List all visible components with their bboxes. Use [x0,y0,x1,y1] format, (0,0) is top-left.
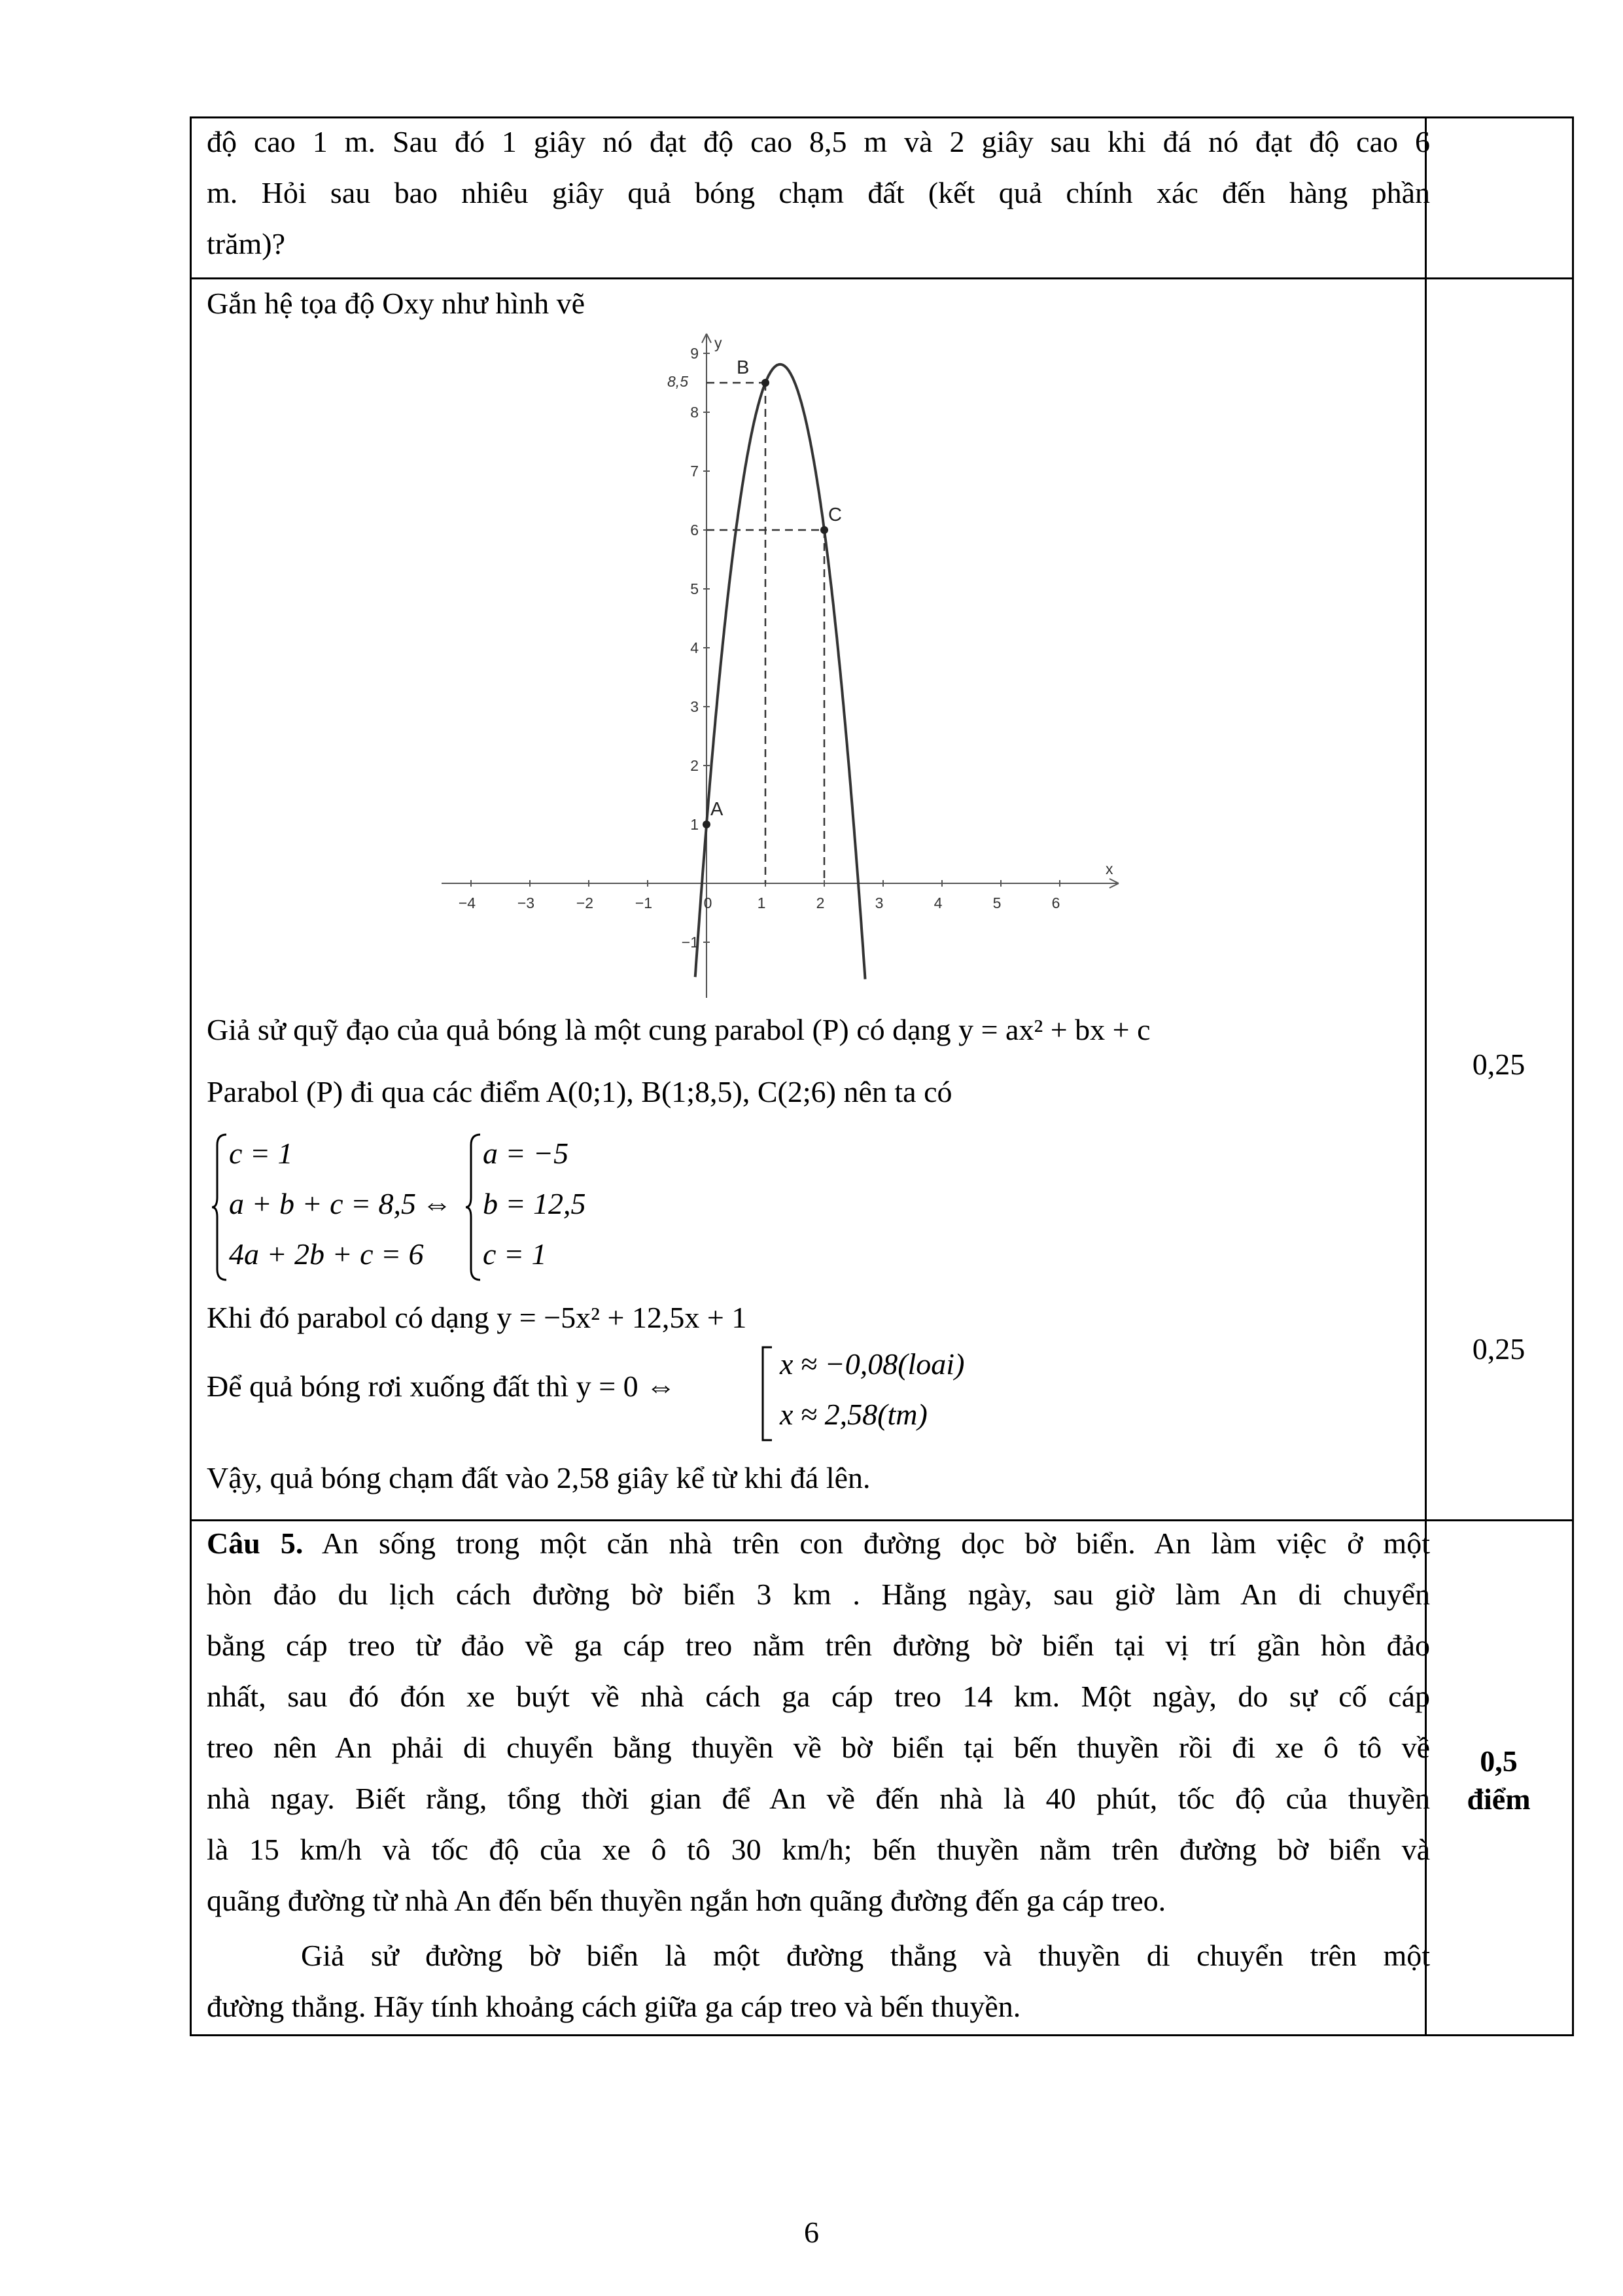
y-tick-label: 7 [690,463,699,480]
system-left-2: a + b + c = 8,5 [229,1187,417,1220]
problem5-line-8: quãng đường từ nhà An đến bến thuyền ngắn hơn quãng đường đến ga cáp treo. [207,1884,1166,1917]
equivalence-symbol: ⇔ [422,1187,452,1220]
assume-line: Giả sử quỹ đạo của quả bóng là một cung parabol (P) có dạng y = ax² + bx + c [207,1013,1151,1046]
x-axis-label: x [1106,860,1113,877]
left-brace-1 [211,1132,230,1282]
y-tick-label: 4 [690,639,699,656]
y-tick-label: −1 [681,934,699,951]
x-tick-label: 0 [703,894,712,911]
score-3-unit: điểm [1467,1782,1531,1816]
problem5-line-2: hòn đảo du lịch cách đường bờ biển 3 km . Hằng ngày, sau giờ làm An di chuyển [207,1578,1430,1611]
problem5-line-9: Giả sử đường bờ biển là một đường thẳng và thuyền di chuyển trên một [301,1939,1430,1972]
prev-problem-line-3: trăm)? [207,227,286,260]
y-tick-label: 5 [690,580,699,597]
problem5-label: Câu 5. [207,1527,304,1560]
passes-line: Parabol (P) đi qua các điểm A(0;1), B(1;8,5), C(2;6) nên ta có [207,1075,952,1108]
root-1: x ≈ −0,08(loai) [780,1347,965,1381]
point-label-B: B [737,357,750,378]
y-tick-label: 2 [690,757,699,774]
system-left-3: 4a + 2b + c = 6 [229,1237,424,1271]
y-axis-label: y [714,334,722,351]
score-3-value: 0,5 [1480,1744,1518,1778]
point-C [820,526,828,534]
system-right-1: a = −5 [483,1137,569,1170]
point-label-A: A [710,799,724,820]
prev-problem-line-2: m. Hỏi sau bao nhiêu giây quả bóng chạm đất (kết quả chính xác đến hàng phần [207,176,1430,209]
x-tick-label: 6 [1051,894,1060,911]
x-tick-label: −1 [635,894,653,911]
y-tick-label: 1 [690,816,699,833]
parabola-line: Khi đó parabol có dạng y = −5x² + 12,5x + 1 [207,1301,747,1334]
x-tick-label: 4 [934,894,943,911]
ground-line: Để quả bóng rơi xuống đất thì y = 0 ⇔ [207,1369,676,1403]
point-B [761,379,769,387]
y-extra-tick-label: 8,5 [667,373,688,390]
system-right-2: b = 12,5 [483,1187,586,1220]
score-1: 0,25 [1472,1048,1526,1081]
problem5-line-5: treo nên An phải di chuyển bằng thuyền về bờ biển tại bến thuyền rồi đi xe ô tô về [207,1731,1430,1764]
solution-intro: Gắn hệ tọa độ Oxy như hình vẽ [207,287,585,320]
x-tick-label: 1 [757,894,766,911]
x-tick-label: 5 [992,894,1002,911]
y-tick-label: 6 [690,521,699,539]
parabola-curve [695,364,865,980]
problem5-line-10: đường thẳng. Hãy tính khoảng cách giữa ga cáp treo và bến thuyền. [207,1990,1021,2023]
problem5-line-1: Câu 5. An sống trong một căn nhà trên con đường dọc bờ biển. An làm việc ở một [207,1527,1430,1560]
score-2: 0,25 [1472,1332,1526,1366]
point-A [703,821,710,828]
left-brace-2 [464,1132,484,1282]
page-number: 6 [804,2216,819,2249]
x-tick-label: 2 [816,894,825,911]
problem5-line-7: là 15 km/h và tốc độ của xe ô tô 30 km/h; bến thuyền nằm trên đường bờ biển và [207,1833,1430,1866]
prev-problem-line-1: độ cao 1 m. Sau đó 1 giây nó đạt độ cao 8,5 m và 2 giây sau khi đá nó đạt độ cao 6 [207,125,1430,158]
parabola-chart [432,327,1125,1001]
problem5-line-3: bằng cáp treo từ đảo về ga cáp treo nằm trên đường bờ biển tại vị trí gần hòn đảo [207,1629,1430,1662]
problem5-line-4: nhất, sau đó đón xe buýt về nhà cách ga cáp treo 14 km. Một ngày, do sự cố cáp [207,1680,1430,1713]
y-tick-label: 9 [690,345,699,362]
y-tick-label: 8 [690,404,699,421]
x-tick-label: −3 [517,894,535,911]
x-tick-label: 3 [875,894,884,911]
root-2: x ≈ 2,58(tm) [780,1398,928,1431]
x-tick-label: −2 [576,894,594,911]
y-tick-label: 3 [690,698,699,715]
point-label-C: C [828,504,842,525]
conclusion-line: Vậy, quả bóng chạm đất vào 2,58 giây kể từ khi đá lên. [207,1461,871,1494]
system-left-1: c = 1 [229,1137,293,1170]
problem5-line-6: nhà ngay. Biết rằng, tổng thời gian để An về đến nhà là 40 phút, tốc độ của thuyền [207,1782,1430,1815]
root-bracket [759,1345,775,1443]
x-tick-label: −4 [458,894,476,911]
system-right-3: c = 1 [483,1237,547,1271]
